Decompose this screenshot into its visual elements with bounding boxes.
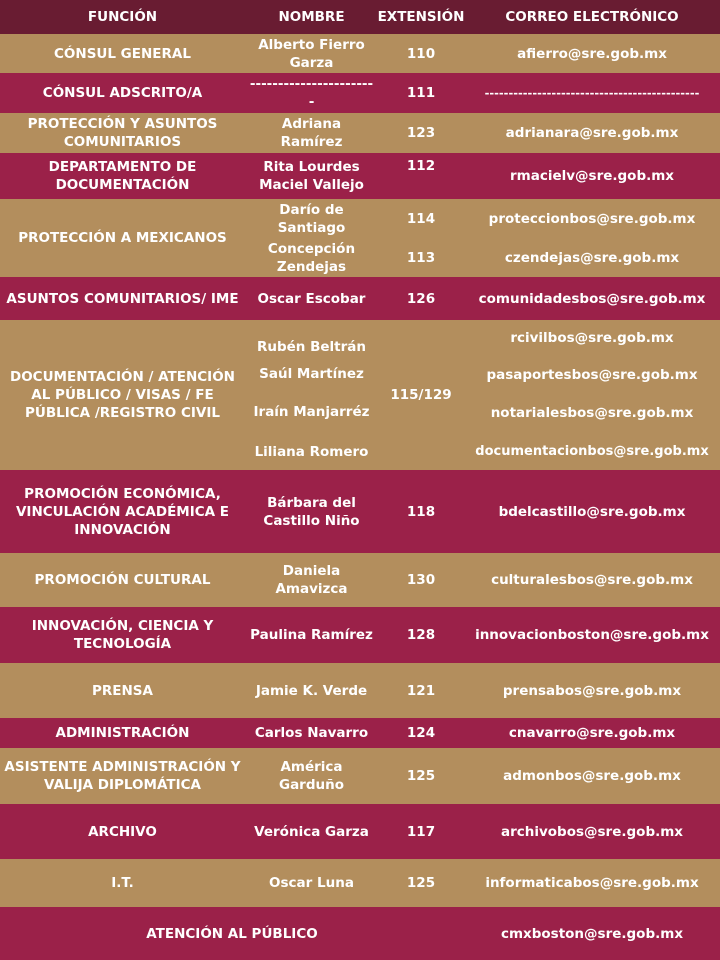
name-entry: Iraín Manjarréz — [253, 404, 370, 420]
email-entry[interactable]: notarialesbos@sre.gob.mx — [490, 405, 694, 421]
email-cell[interactable]: adrianara@sre.gob.mx — [505, 125, 679, 141]
function-cell: DEPARTAMENTO DE DOCUMENTACIÓN — [48, 159, 197, 193]
function-cell: ARCHIVO — [88, 823, 157, 840]
extension-cell: 121 — [406, 682, 436, 699]
header-function: FUNCIÓN — [87, 9, 158, 25]
header-name: NOMBRE — [278, 9, 345, 25]
extension-cell: 112 — [406, 158, 436, 174]
name-cell: Oscar Luna — [269, 875, 354, 891]
function-cell: PRENSA — [92, 682, 153, 699]
function-cell: CÓNSUL ADSCRITO/A — [42, 85, 203, 101]
function-cell: ADMINISTRACIÓN — [55, 725, 190, 741]
header-extension: EXTENSIÓN — [377, 9, 465, 25]
name-cell: Oscar Escobar — [257, 290, 366, 307]
email-cell — [464, 199, 720, 277]
extension-cell: 125 — [406, 875, 436, 891]
name-cell — [245, 320, 378, 470]
name-cell: Jamie K. Verde — [255, 682, 368, 699]
table-row — [0, 113, 720, 153]
email-cell[interactable]: afierro@sre.gob.mx — [517, 45, 667, 62]
table-row — [0, 470, 720, 553]
name-cell: Rita Lourdes Maciel Vallejo — [259, 159, 364, 193]
email-entry[interactable]: pasaportesbos@sre.gob.mx — [486, 367, 698, 383]
extension-cell — [378, 199, 464, 277]
extension-cell: 124 — [406, 725, 436, 741]
function-cell: I.T. — [111, 875, 134, 891]
function-cell: PROTECCIÓN Y ASUNTOS COMUNITARIOS — [27, 116, 218, 150]
extension-entry: 113 — [406, 249, 436, 266]
function-cell: CÓNSUL GENERAL — [54, 45, 191, 62]
extension-entry: 114 — [406, 210, 436, 227]
extension-cell: 123 — [406, 125, 436, 141]
table-row — [0, 663, 720, 718]
name-cell: Adriana Ramírez — [280, 116, 343, 150]
extension-cell: 111 — [406, 85, 436, 101]
table-row — [0, 859, 720, 907]
function-cell: ATENCIÓN AL PÚBLICO — [146, 925, 318, 942]
email-entry[interactable]: documentacionbos@sre.gob.mx — [475, 444, 709, 459]
table-row — [0, 553, 720, 607]
extension-cell: 128 — [406, 627, 436, 643]
name-cell: Carlos Navarro — [254, 725, 369, 741]
email-cell[interactable]: prensabos@sre.gob.mx — [502, 682, 682, 699]
email-cell[interactable]: admonbos@sre.gob.mx — [503, 768, 681, 784]
function-cell: PROTECCIÓN A MEXICANOS — [18, 230, 227, 246]
function-cell: INNOVACIÓN, CIENCIA Y TECNOLOGÍA — [31, 618, 214, 652]
extension-cell: 118 — [406, 503, 436, 520]
name-cell: América Garduño — [278, 759, 344, 793]
table-row — [0, 907, 720, 960]
function-cell: PROMOCIÓN CULTURAL — [34, 572, 211, 588]
email-cell[interactable]: comunidadesbos@sre.gob.mx — [478, 290, 706, 307]
extension-cell: 110 — [406, 45, 436, 62]
table-row — [0, 153, 720, 199]
table-row — [0, 718, 720, 748]
email-cell[interactable]: cnavarro@sre.gob.mx — [508, 725, 676, 741]
name-entry: Liliana Romero — [254, 444, 369, 460]
table-row — [0, 277, 720, 320]
extension-cell: 130 — [406, 572, 436, 588]
table-row — [0, 748, 720, 804]
email-cell — [464, 320, 720, 470]
name-entry: Saúl Martínez — [259, 366, 364, 382]
name-cell: Paulina Ramírez — [250, 627, 373, 643]
name-cell — [245, 199, 378, 277]
table-row — [0, 73, 720, 113]
email-entry[interactable]: rcivilbos@sre.gob.mx — [510, 330, 674, 346]
email-cell[interactable]: rmacielv@sre.gob.mx — [509, 168, 675, 184]
email-cell[interactable]: archivobos@sre.gob.mx — [500, 823, 684, 840]
email-cell[interactable]: culturalesbos@sre.gob.mx — [491, 572, 693, 588]
email-cell: --------------------------------------------- — [484, 86, 700, 100]
email-cell[interactable]: innovacionboston@sre.gob.mx — [475, 627, 709, 643]
table-row — [0, 34, 720, 73]
email-cell[interactable]: cmxboston@sre.gob.mx — [500, 925, 684, 942]
name-cell: ----------------------- — [249, 76, 374, 110]
extension-cell: 125 — [406, 768, 436, 784]
email-entry[interactable]: proteccionbos@sre.gob.mx — [488, 210, 696, 227]
table-header — [0, 0, 720, 34]
table-row — [0, 320, 720, 470]
table-row — [0, 607, 720, 663]
email-entry[interactable]: czendejas@sre.gob.mx — [504, 249, 680, 266]
function-cell: DOCUMENTACIÓN / ATENCIÓN AL PÚBLICO / VISAS / FE PÚBLICA /REGISTRO CIVIL — [10, 369, 235, 421]
email-cell[interactable]: informaticabos@sre.gob.mx — [485, 875, 699, 891]
name-cell: Daniela Amavizca — [275, 563, 348, 597]
extension-cell: 115/129 — [390, 387, 452, 403]
name-cell: Verónica Garza — [254, 823, 369, 840]
name-entry: Concepción Zendejas — [267, 240, 356, 275]
name-entry: Darío de Santiago — [277, 201, 346, 236]
table-row — [0, 804, 720, 859]
function-cell: PROMOCIÓN ECONÓMICA, VINCULACIÓN ACADÉMICA E INNOVACIÓN — [15, 485, 230, 538]
function-cell: ASISTENTE ADMINISTRACIÓN Y VALIJA DIPLOMÁTICA — [4, 759, 241, 793]
name-cell: Alberto Fierro Garza — [258, 36, 365, 71]
header-email: CORREO ELECTRÓNICO — [505, 9, 679, 25]
name-cell: Bárbara del Castillo Niño — [263, 494, 360, 529]
extension-cell: 126 — [406, 290, 436, 307]
table-row — [0, 199, 720, 277]
email-cell[interactable]: bdelcastillo@sre.gob.mx — [498, 503, 686, 520]
name-entry: Rubén Beltrán — [256, 339, 367, 355]
extension-cell: 117 — [406, 823, 436, 840]
function-cell: ASUNTOS COMUNITARIOS/ IME — [6, 290, 239, 307]
